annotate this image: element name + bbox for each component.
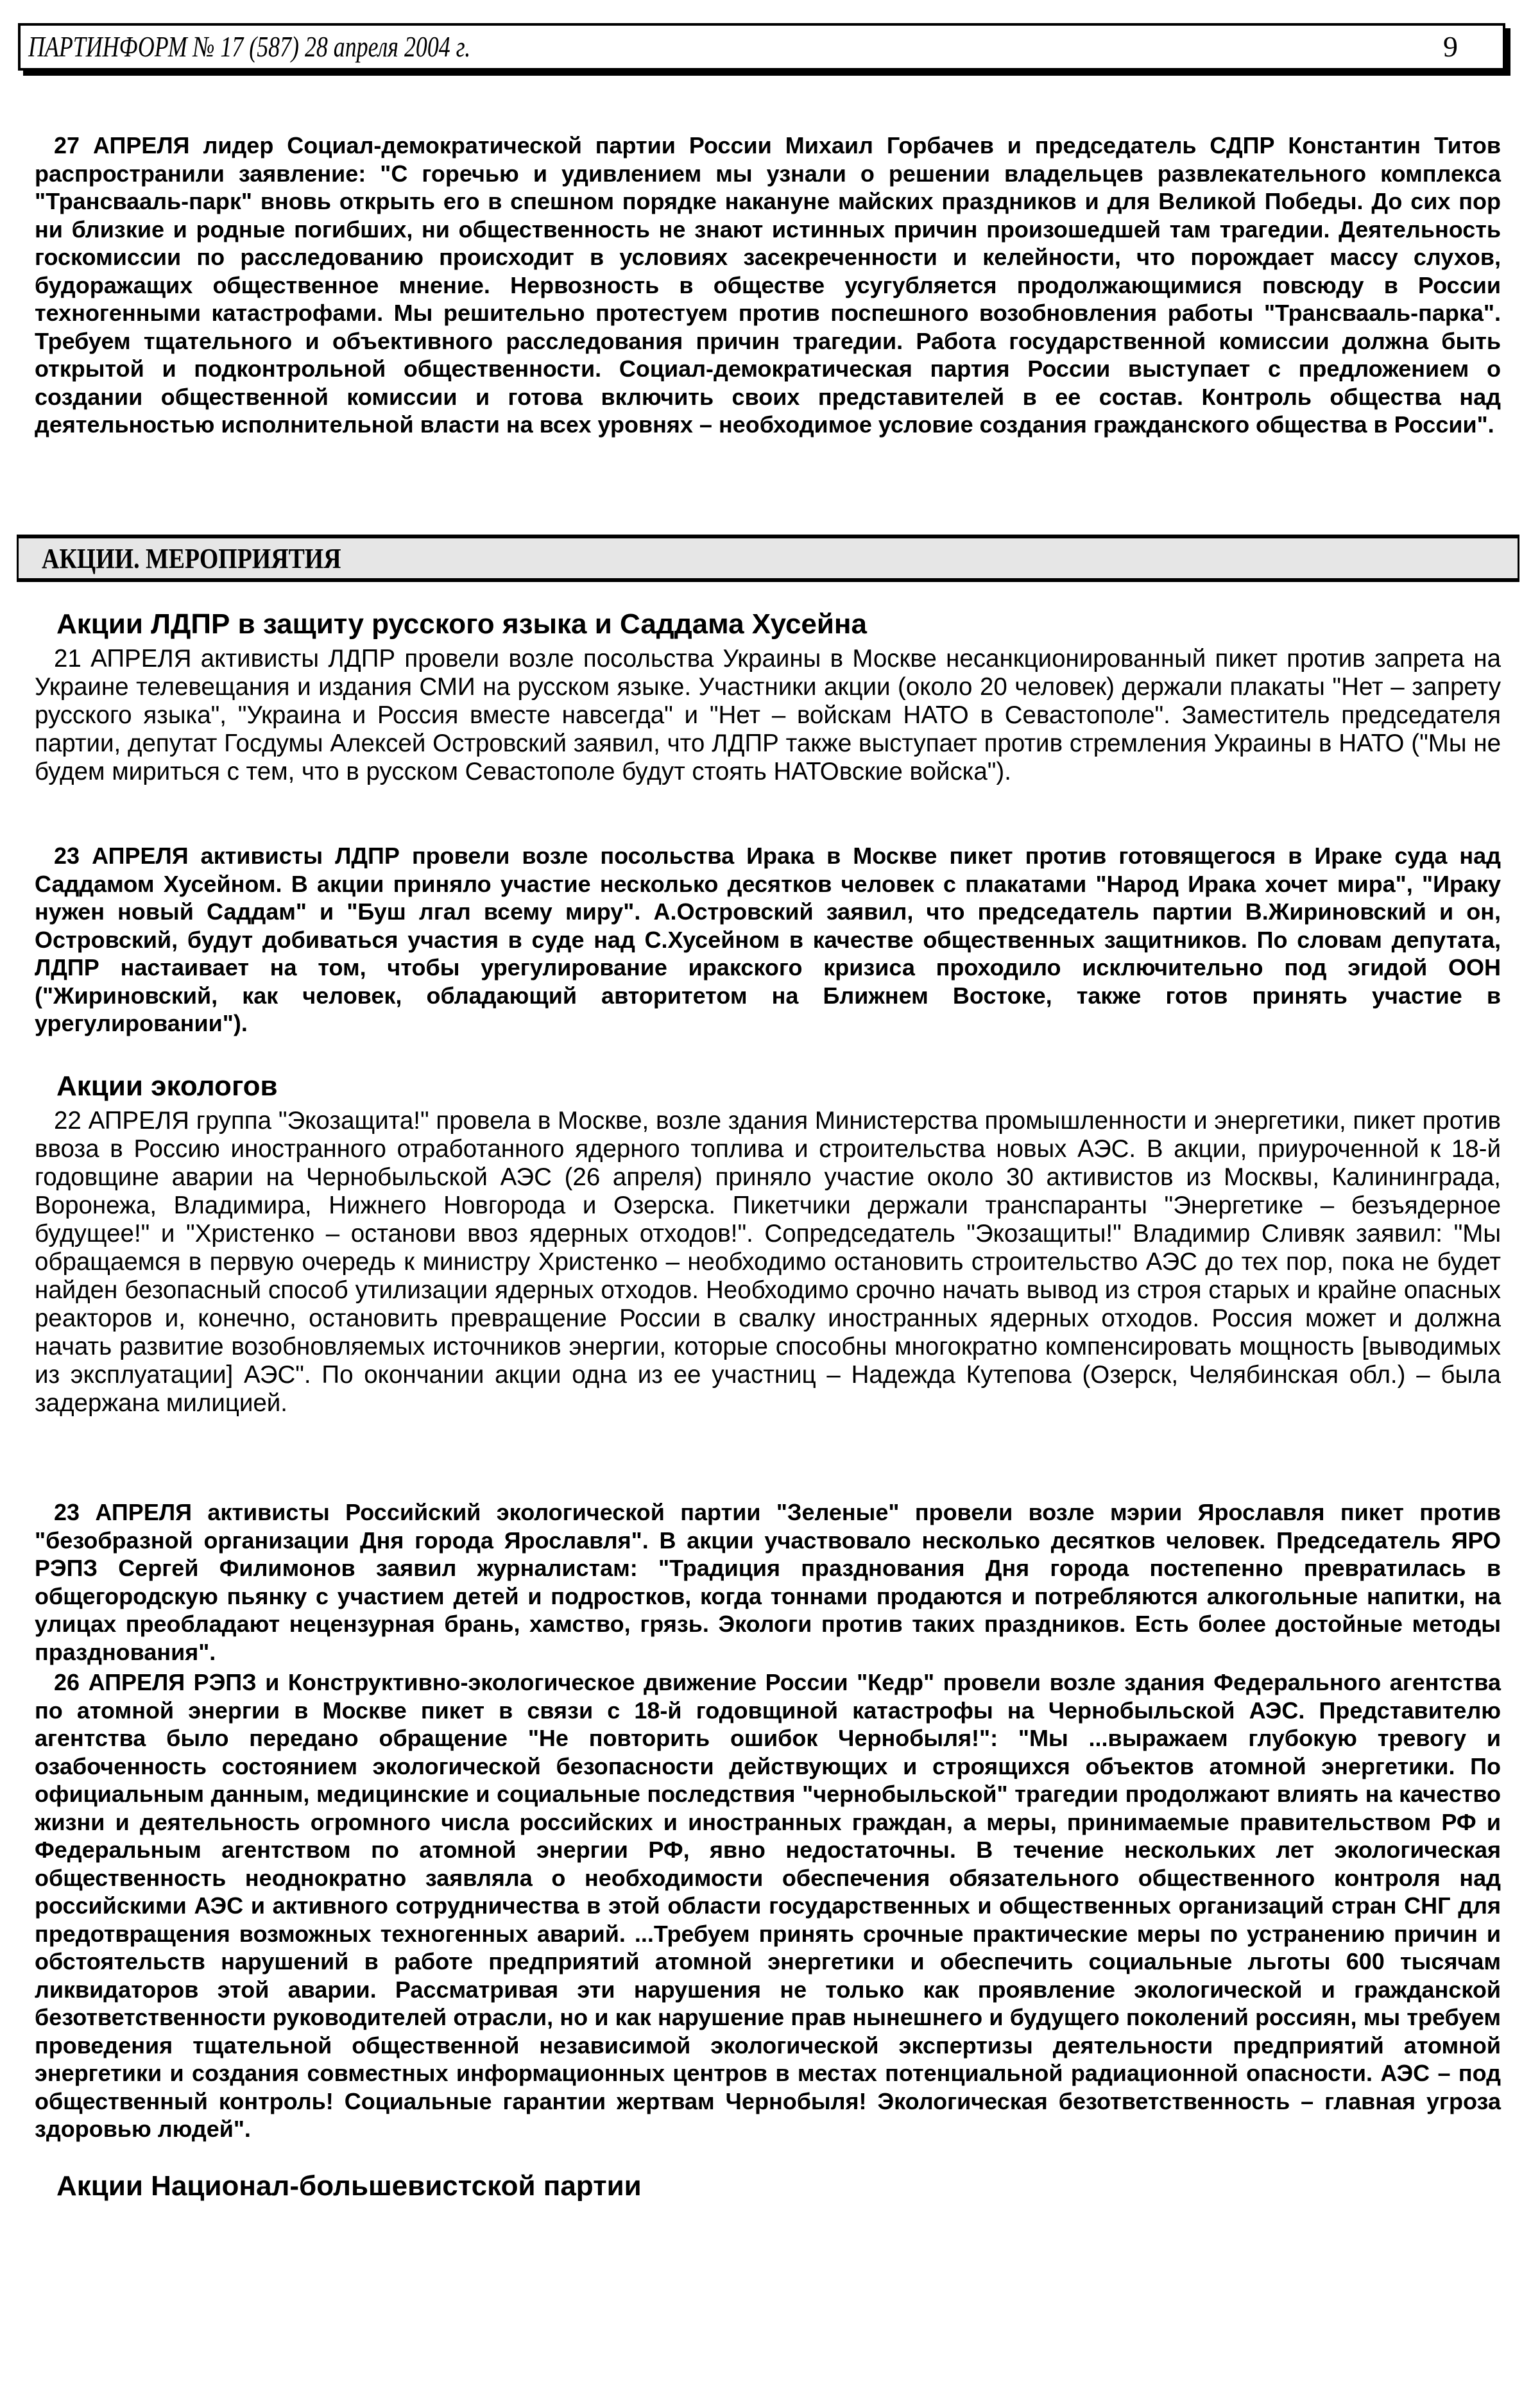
page-header	[18, 23, 1505, 71]
article-heading: Акции Национал-большевистской партии	[56, 2170, 642, 2202]
paragraph-text: активисты ЛДПР провели возле посольства Украины в Москве несанкционированный пикет против запрета на Украине телевещания и издания СМИ на русском языке. Участники акции (около 20 человек) держали плакаты "Нет – запрету русского языка", "Украина и Россия вместе навсегда" и "Нет – войскам НАТО в Севастополе". Заместитель председателя партии, депутат Госдумы Алексей Островский заявил, что ЛДПР также выступает против стремления Украины в НАТО ("Мы не будем мириться с тем, что в русском Севастополе будут стоять НАТОвские войска").	[35, 645, 1501, 785]
article-paragraph	[35, 1498, 1501, 1666]
paragraph-lead: 27 АПРЕЛЯ	[54, 132, 190, 159]
paragraph-lead: 21 АПРЕЛЯ	[54, 645, 192, 673]
article-paragraph	[35, 1107, 1501, 1418]
article-paragraph	[35, 842, 1501, 1038]
paragraph-lead: 23 АПРЕЛЯ	[54, 1499, 192, 1525]
article-heading: Акции ЛДПР в защиту русского языка и Саддама Хусейна	[56, 608, 867, 640]
paragraph-text: активисты ЛДПР провели возле посольства Ирака в Москве пикет против готовящегося в Ираке суда над Саддамом Хусейном. В акции приняло участие несколько десятков человек с плакатами "Народ Ирака хочет мира", "Ираку нужен новый Саддам" и "Буш лгал всему миру". А.Островский заявил, что председатель партии В.Жириновский и он, Островский, будут добиваться участия в суде над С.Хусейном в качестве общественных защитников. По словам депутата, ЛДПР настаивает на том, чтобы урегулирование иракского кризиса проходило исключительно под эгидой ООН ("Жириновский, как человек, обладающий авторитетом на Ближнем Востоке, также готов принять участие в урегулировании").	[35, 843, 1501, 1036]
paragraph-text: лидер Социал-демократической партии России Михаил Горбачев и председатель СДПР Константин Титов распространили заявление: "С горечью и удивлением мы узнали о решении владельцев развлекательного комплекса "Трансвааль-парк" вновь открыть его в спешном порядке накануне майских праздников и для Великой Победы. До сих пор ни близкие и родные погибших, ни общественность не знают истинных причин произошедшей там трагедии. Деятельность госкомиссии по расследованию происходит в условиях засекреченности и келейности, что порождает массу слухов, будоражащих общественное мнение. Нервозность в обществе усугубляется продолжающимися повсюду в России техногенными катастрофами. Мы решительно протестуем против поспешного возобновления работы "Трансвааль-парка". Требуем тщательного и объективного расследования причин трагедии. Работа государственной комиссии должна быть открытой и подконтрольной общественности. Социал-демократическая партия России выступает с предложением о создании общественной комиссии и готова включить своих представителей в ее состав. Контроль общества над деятельностью исполнительной власти на всех уровнях – необходимое условие создания гражданского общества в России".	[35, 132, 1501, 438]
paragraph-lead: 22 АПРЕЛЯ	[54, 1107, 189, 1135]
article-paragraph	[35, 1668, 1501, 2143]
paragraph-text: активисты Российский экологической партии "Зеленые" провели возле мэрии Ярославля пикет против "безобразной организации Дня города Ярославля". В акции участвовало несколько десятков человек. Председатель ЯРО РЭПЗ Сергей Филимонов заявил журналистам: "Традиция празднования Дня города постепенно превратилась в общегородскую пьянку с участием детей и подростков, когда тоннами продаются и потребляются алкогольные напитки, на улицах преобладают нецензурная брань, хамство, грязь. Экологи против таких праздников. Есть более достойные методы празднования".	[35, 1499, 1501, 1665]
intro-paragraph	[35, 132, 1501, 439]
page-number: 9	[1443, 30, 1458, 63]
paragraph-text: РЭПЗ и Конструктивно-экологическое движение России "Кедр" провели возле здания Федерального агентства по атомной энергии в Москве пикет в связи с 18-й годовщиной катастрофы на Чернобыльской АЭС. Представителю агентства было передано обращение "Не повторить ошибок Чернобыля!": "Мы ...выражаем глубокую тревогу и озабоченность состоянием экологической безопасности действующих и строящихся объектов атомной энергетики. По официальным данным, медицинские и социальные последствия "чернобыльской" трагедии продолжают влиять на качество жизни и деятельность огромного числа российских и иностранных граждан, а меры, принимаемые правительством РФ и Федеральным агентством по атомной энергии РФ, явно недостаточны. В течение нескольких лет экологическая общественность неоднократно заявляла о необходимости обеспечения обязательного общественного контроля над российскими АЭС и активного сотрудничества в этой области государственных и общественных организаций стран СНГ для предотвращения возможных техногенных аварий. ...Требуем принять срочные практические меры по устранению причин и обстоятельств нарушений в работе предприятий атомной энергетики и обеспечить социальные льготы 600 тысячам ликвидаторов этой аварии. Рассматривая эти нарушения не только как проявление экологической и гражданской безответственности руководителей отрасли, но и как нарушение прав нынешнего и будущего поколений россиян, мы требуем проведения тщательной общественной независимой экологической экспертизы деятельности предприятий атомной энергетики и создания совместных информационных центров в местах потенциальной радиационной опасности. АЭС – под общественный контроль! Социальные гарантии жертвам Чернобыля! Экологическая безответственность – главная угроза здоровью людей".	[35, 1669, 1501, 2142]
section-title: АКЦИИ. МЕРОПРИЯТИЯ	[42, 543, 341, 574]
section-banner	[17, 535, 1519, 582]
article-paragraph	[35, 645, 1501, 786]
publication-title: ПАРТИНФОРМ № 17 (587) 28 апреля 2004 г.	[28, 30, 471, 63]
paragraph-lead: 23 АПРЕЛЯ	[54, 843, 189, 869]
paragraph-lead: 26 АПРЕЛЯ	[54, 1669, 185, 1695]
paragraph-text: группа "Экозащита!" провела в Москве, возле здания Министерства промышленности и энергетики, пикет против ввоза в Россию иностранного отработанного ядерного топлива и строительства новых АЭС. В акции, приуроченной к 18-й годовщине аварии на Чернобыльской АЭС (26 апреля) приняло участие около 30 активистов из Москвы, Калининграда, Воронежа, Владимира, Нижнего Новгорода и Озерска. Пикетчики держали транспаранты "Энергетике – безъядерное будущее!" и "Христенко – останови ввоз ядерных отходов!". Сопредседатель "Экозащиты!" Владимир Сливяк заявил: "Мы обращаемся в первую очередь к министру Христенко – необходимо остановить строительство АЭС до тех пор, пока не будет найден безопасный способ утилизации ядерных отходов. Необходимо срочно начать вывод из строя старых и крайне опасных реакторов и, конечно, остановить превращение России в свалку иностранных ядерных отходов. Россия может и должна начать развитие возобновляемых источников энергии, которые способны многократно компенсировать мощность [выводимых из эксплуатации] АЭС". По окончании акции одна из ее участниц – Надежда Кутепова (Озерск, Челябинская обл.) – была задержана милицией.	[35, 1107, 1502, 1417]
article-heading: Акции экологов	[56, 1070, 278, 1102]
